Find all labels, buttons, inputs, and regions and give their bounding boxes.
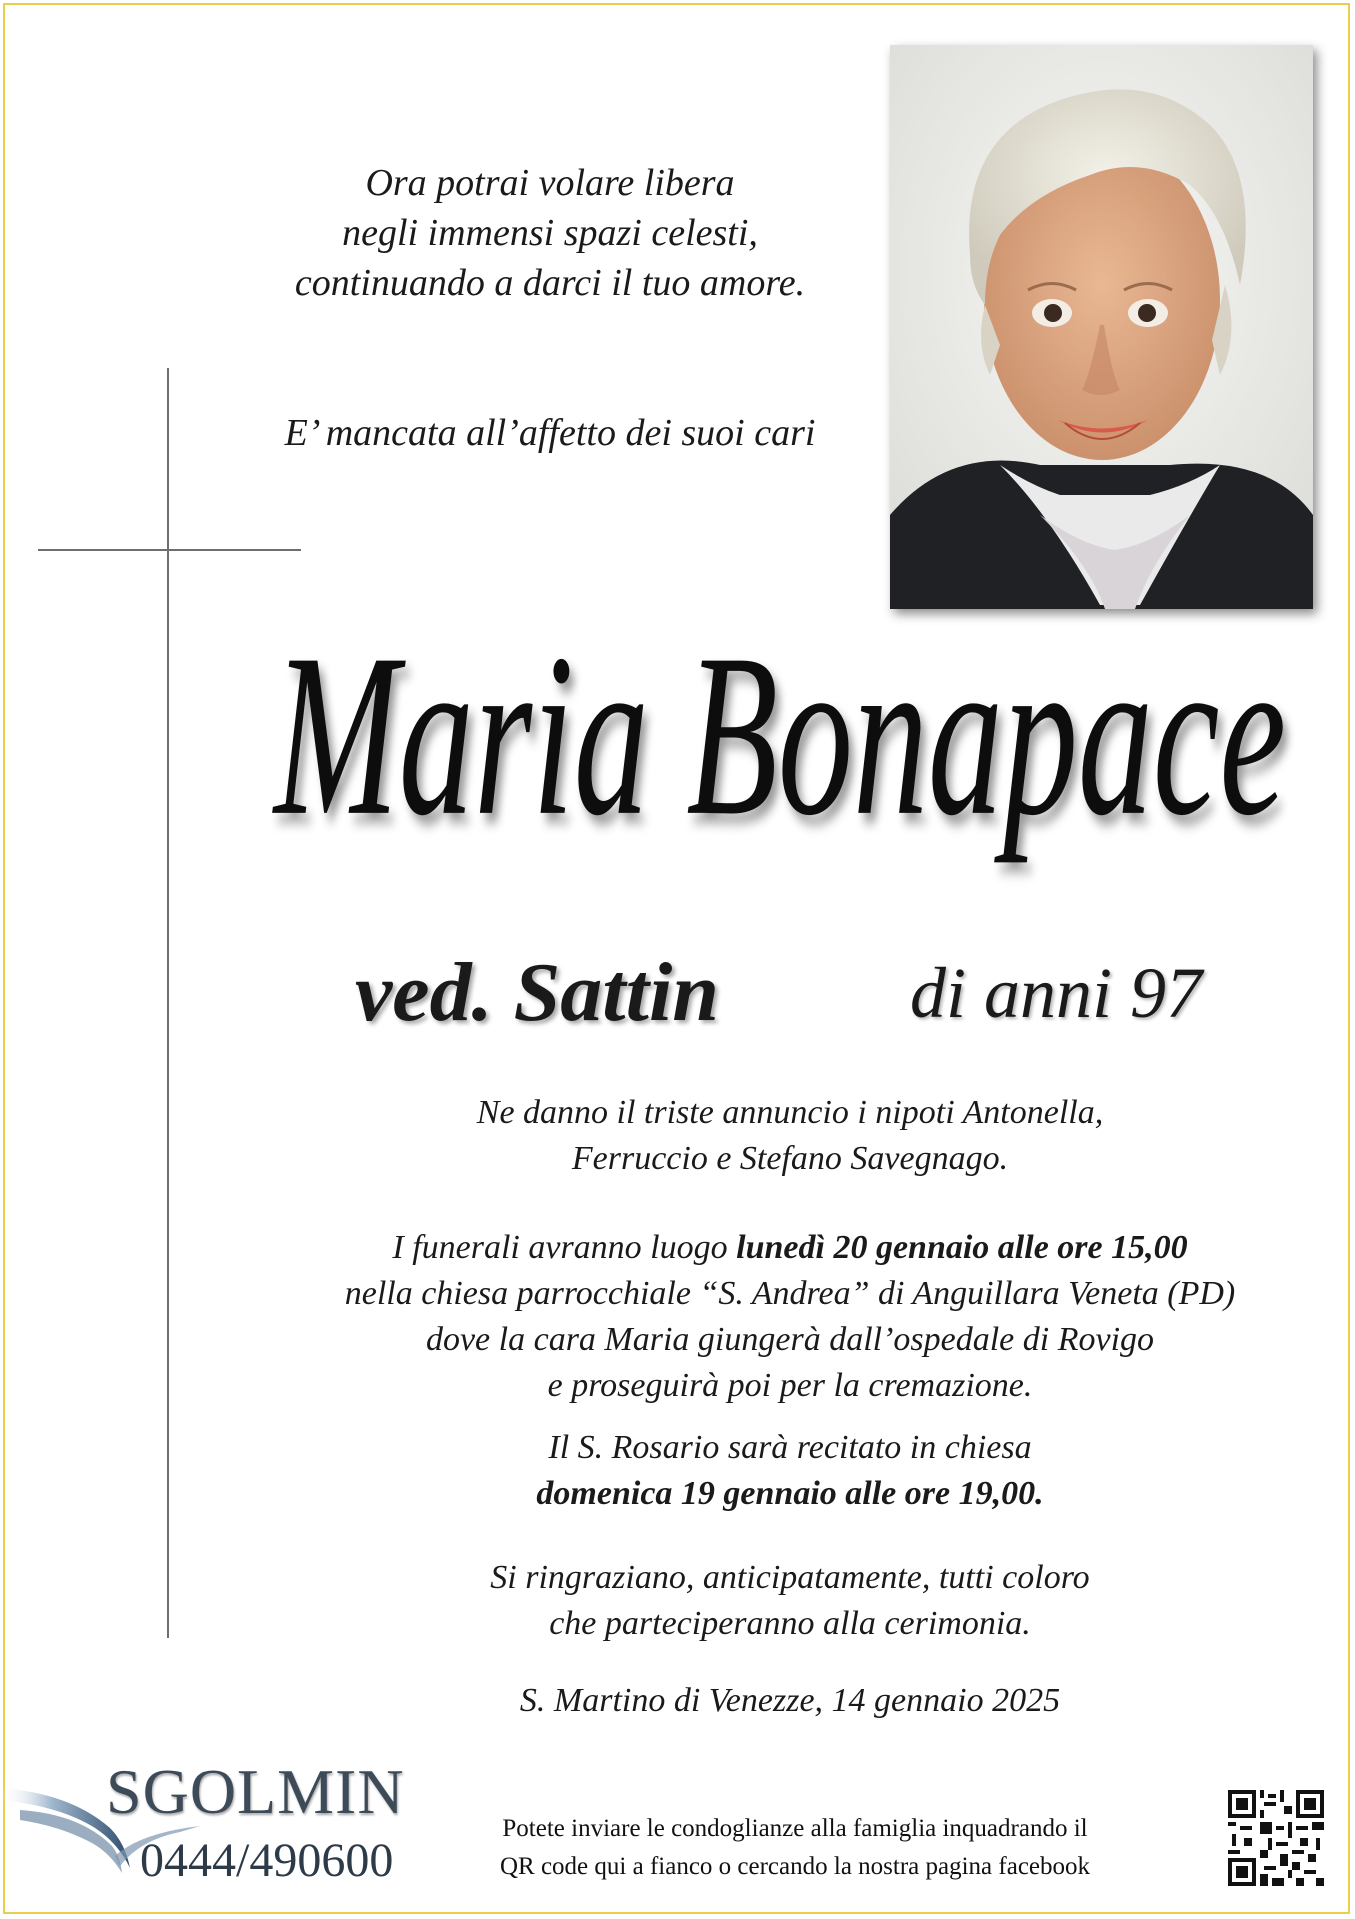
condolences-line-2: QR code qui a fianco o cercando la nostra pagina facebook (499, 1853, 1091, 1880)
verse-line-1: Ora potrai volare libera (365, 162, 735, 204)
deceased-name (260, 607, 1300, 864)
rosary-line-2 (270, 1471, 1310, 1517)
announcement-line-2: Ferruccio e Stefano Savegnago. (571, 1140, 1009, 1177)
place-date-text: S. Martino di Venezze, 14 gennaio 2025 (519, 1682, 1061, 1719)
place-date (270, 1678, 1310, 1724)
condolences-note (435, 1810, 1155, 1886)
portrait-photo (890, 45, 1313, 609)
widow-of: ved. Sattin (355, 946, 720, 1039)
funeral-line-2: nella chiesa parrocchiale “S. Andrea” di Anguillara Veneta (PD) (344, 1275, 1236, 1312)
agency-name: SGOLMIN (106, 1756, 405, 1827)
thanks-line-1: Si ringraziano, anticipatamente, tutti coloro (490, 1559, 1090, 1596)
funeral-line-1 (270, 1225, 1310, 1271)
deceased-name-text: Maria Bonapace (273, 607, 1287, 864)
funeral-line-3: dove la cara Maria giungerà dall’ospedale di Rovigo (425, 1321, 1155, 1358)
funeral-line-1-text: I funerali avranno luogo (392, 1229, 737, 1266)
announcement (270, 1090, 1310, 1182)
announcement-line-1: Ne danno il triste annuncio i nipoti Antonella, (476, 1094, 1104, 1131)
age: di anni 97 (910, 953, 1203, 1033)
verse (230, 158, 870, 308)
cross-icon-horizontal (38, 549, 301, 551)
funeral-info (270, 1225, 1310, 1409)
thanks (270, 1555, 1310, 1647)
rosary-date: domenica 19 gennaio alle ore 19,00. (536, 1475, 1044, 1512)
verse-line-3: continuando a darci il tuo amore. (294, 262, 806, 304)
intro-line: E’ mancata all’affetto dei suoi cari (284, 412, 816, 454)
agency-phone: 0444/490600 (140, 1834, 394, 1887)
funeral-line-4: e proseguirà poi per la cremazione. (547, 1367, 1033, 1404)
condolences-line-1: Potete inviare le condoglianze alla famiglia inquadrando il (502, 1815, 1088, 1842)
verse-line-2: negli immensi spazi celesti, (342, 212, 758, 254)
rosary-line-1: Il S. Rosario sarà recitato in chiesa (548, 1429, 1032, 1466)
thanks-line-2: che parteciperanno alla cerimonia. (549, 1605, 1031, 1642)
funeral-date: lunedì 20 gennaio alle ore 15,00 (736, 1229, 1188, 1266)
qr-code-icon[interactable] (1228, 1790, 1324, 1886)
cross-icon-vertical (167, 368, 169, 1638)
rosary-info (270, 1425, 1310, 1517)
